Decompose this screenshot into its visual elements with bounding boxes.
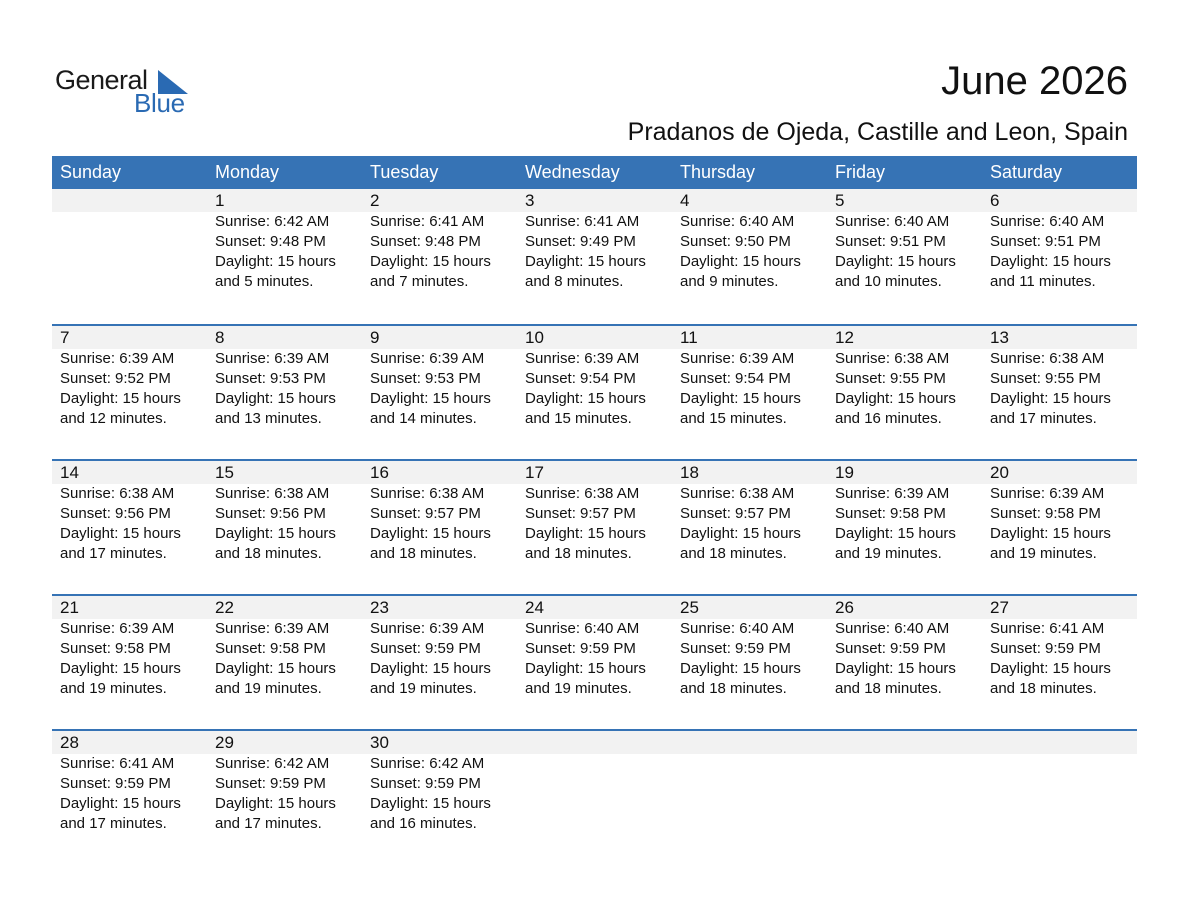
sunrise-time: Sunrise: 6:40 AM <box>990 213 1105 230</box>
sunrise-time: Sunrise: 6:38 AM <box>370 485 485 502</box>
daylight-hours: Daylight: 15 hours <box>215 795 336 812</box>
sunrise-time: Sunrise: 6:42 AM <box>370 755 485 772</box>
daylight-hours: Daylight: 15 hours <box>60 525 181 542</box>
daylight-hours: Daylight: 15 hours <box>525 525 646 542</box>
sunrise-time: Sunrise: 6:40 AM <box>680 620 795 637</box>
brand-logo <box>55 64 205 116</box>
day-number: 9 <box>370 328 380 347</box>
day-cell <box>52 326 207 459</box>
logo-text-general: General <box>55 65 148 95</box>
day-number: 23 <box>370 598 389 617</box>
day-number: 25 <box>680 598 699 617</box>
daylight-minutes: and 17 minutes. <box>990 410 1097 427</box>
day-number: 18 <box>680 463 699 482</box>
daylight-hours: Daylight: 15 hours <box>525 660 646 677</box>
sunrise-time: Sunrise: 6:39 AM <box>370 350 485 367</box>
day-number: 14 <box>60 463 79 482</box>
sunrise-time: Sunrise: 6:39 AM <box>370 620 485 637</box>
daylight-hours: Daylight: 15 hours <box>60 660 181 677</box>
sunset-time: Sunset: 9:49 PM <box>525 233 636 250</box>
day-cell <box>672 189 827 324</box>
daylight-hours: Daylight: 15 hours <box>215 390 336 407</box>
day-number: 13 <box>990 328 1009 347</box>
sunrise-time: Sunrise: 6:42 AM <box>215 755 330 772</box>
sunset-time: Sunset: 9:58 PM <box>835 505 946 522</box>
sunrise-time: Sunrise: 6:40 AM <box>835 620 950 637</box>
daylight-hours: Daylight: 15 hours <box>60 390 181 407</box>
daylight-minutes: and 18 minutes. <box>990 680 1097 697</box>
daylight-hours: Daylight: 15 hours <box>990 525 1111 542</box>
daylight-minutes: and 10 minutes. <box>835 273 942 290</box>
daylight-hours: Daylight: 15 hours <box>215 660 336 677</box>
daylight-minutes: and 19 minutes. <box>525 680 632 697</box>
daylight-minutes: and 19 minutes. <box>990 545 1097 562</box>
day-number: 4 <box>680 191 690 210</box>
sunset-time: Sunset: 9:59 PM <box>525 640 636 657</box>
daylight-hours: Daylight: 15 hours <box>370 253 491 270</box>
daylight-hours: Daylight: 15 hours <box>60 795 181 812</box>
sunset-time: Sunset: 9:56 PM <box>60 505 171 522</box>
daylight-minutes: and 7 minutes. <box>370 273 469 290</box>
daylight-hours: Daylight: 15 hours <box>835 253 956 270</box>
day-number: 8 <box>215 328 225 347</box>
day-number: 16 <box>370 463 389 482</box>
sunrise-time: Sunrise: 6:41 AM <box>60 755 175 772</box>
week-row <box>52 189 1137 324</box>
day-number: 19 <box>835 463 854 482</box>
daylight-minutes: and 18 minutes. <box>215 545 322 562</box>
daylight-hours: Daylight: 15 hours <box>525 390 646 407</box>
day-cell <box>207 731 362 864</box>
day-cell <box>362 326 517 459</box>
daylight-minutes: and 15 minutes. <box>680 410 787 427</box>
empty-day-cell <box>517 731 672 864</box>
daylight-hours: Daylight: 15 hours <box>370 660 491 677</box>
day-number: 29 <box>215 733 234 752</box>
day-cell <box>672 461 827 594</box>
weekday-sunday: Sunday <box>60 162 122 182</box>
day-number: 24 <box>525 598 544 617</box>
daylight-minutes: and 8 minutes. <box>525 273 624 290</box>
sunrise-time: Sunrise: 6:41 AM <box>525 213 640 230</box>
sunrise-time: Sunrise: 6:41 AM <box>370 213 485 230</box>
weekday-tuesday: Tuesday <box>370 162 439 182</box>
daylight-minutes: and 17 minutes. <box>215 815 322 832</box>
week-row <box>52 729 1137 864</box>
sunset-time: Sunset: 9:59 PM <box>370 640 481 657</box>
sunrise-time: Sunrise: 6:42 AM <box>215 213 330 230</box>
day-cell <box>517 461 672 594</box>
day-cell <box>207 596 362 729</box>
sunset-time: Sunset: 9:54 PM <box>525 370 636 387</box>
weekday-header <box>52 156 1137 189</box>
sunrise-time: Sunrise: 6:38 AM <box>60 485 175 502</box>
sunrise-time: Sunrise: 6:38 AM <box>990 350 1105 367</box>
empty-day-cell <box>982 731 1137 864</box>
day-cell <box>517 326 672 459</box>
daylight-minutes: and 14 minutes. <box>370 410 477 427</box>
weekday-friday: Friday <box>835 162 886 182</box>
sunset-time: Sunset: 9:48 PM <box>370 233 481 250</box>
daylight-hours: Daylight: 15 hours <box>835 660 956 677</box>
sunset-time: Sunset: 9:59 PM <box>680 640 791 657</box>
daylight-minutes: and 18 minutes. <box>680 680 787 697</box>
daylight-minutes: and 5 minutes. <box>215 273 314 290</box>
sunset-time: Sunset: 9:53 PM <box>215 370 326 387</box>
sunrise-time: Sunrise: 6:38 AM <box>525 485 640 502</box>
daylight-minutes: and 19 minutes. <box>60 680 167 697</box>
sunset-time: Sunset: 9:58 PM <box>215 640 326 657</box>
day-cell <box>827 326 982 459</box>
day-number: 26 <box>835 598 854 617</box>
location-subtitle: Pradanos de Ojeda, Castille and Leon, Spain <box>627 118 1128 146</box>
empty-day-cell <box>672 731 827 864</box>
sunset-time: Sunset: 9:51 PM <box>835 233 946 250</box>
sunset-time: Sunset: 9:52 PM <box>60 370 171 387</box>
daylight-hours: Daylight: 15 hours <box>835 525 956 542</box>
sunset-time: Sunset: 9:59 PM <box>835 640 946 657</box>
page-title: June 2026 <box>941 59 1128 103</box>
sunset-time: Sunset: 9:51 PM <box>990 233 1101 250</box>
sunrise-time: Sunrise: 6:39 AM <box>215 620 330 637</box>
sunrise-time: Sunrise: 6:38 AM <box>835 350 950 367</box>
day-number: 30 <box>370 733 389 752</box>
sunrise-time: Sunrise: 6:38 AM <box>680 485 795 502</box>
sunset-time: Sunset: 9:55 PM <box>835 370 946 387</box>
day-number: 21 <box>60 598 79 617</box>
daylight-hours: Daylight: 15 hours <box>370 390 491 407</box>
day-cell <box>52 596 207 729</box>
day-cell <box>672 596 827 729</box>
daylight-minutes: and 18 minutes. <box>680 545 787 562</box>
day-number: 20 <box>990 463 1009 482</box>
empty-day-cell <box>52 189 207 324</box>
day-cell <box>517 189 672 324</box>
daylight-hours: Daylight: 15 hours <box>680 525 801 542</box>
sunrise-time: Sunrise: 6:41 AM <box>990 620 1105 637</box>
sunrise-time: Sunrise: 6:40 AM <box>835 213 950 230</box>
daylight-hours: Daylight: 15 hours <box>215 525 336 542</box>
sunset-time: Sunset: 9:59 PM <box>60 775 171 792</box>
day-number: 22 <box>215 598 234 617</box>
day-number: 17 <box>525 463 544 482</box>
daylight-minutes: and 17 minutes. <box>60 545 167 562</box>
day-cell <box>52 731 207 864</box>
daylight-minutes: and 9 minutes. <box>680 273 779 290</box>
day-cell <box>982 596 1137 729</box>
daylight-hours: Daylight: 15 hours <box>680 660 801 677</box>
day-number: 6 <box>990 191 1000 210</box>
sunset-time: Sunset: 9:58 PM <box>60 640 171 657</box>
sunset-time: Sunset: 9:57 PM <box>370 505 481 522</box>
day-cell <box>982 326 1137 459</box>
day-cell <box>207 326 362 459</box>
sunset-time: Sunset: 9:58 PM <box>990 505 1101 522</box>
sunset-time: Sunset: 9:57 PM <box>680 505 791 522</box>
daylight-hours: Daylight: 15 hours <box>990 253 1111 270</box>
daylight-minutes: and 15 minutes. <box>525 410 632 427</box>
daylight-minutes: and 18 minutes. <box>525 545 632 562</box>
day-number: 1 <box>215 191 225 210</box>
day-cell <box>362 461 517 594</box>
day-number: 11 <box>680 328 698 347</box>
calendar-weeks <box>52 189 1137 864</box>
daylight-minutes: and 12 minutes. <box>60 410 167 427</box>
logo-text-blue: Blue <box>134 88 185 118</box>
sunset-time: Sunset: 9:55 PM <box>990 370 1101 387</box>
sunset-time: Sunset: 9:57 PM <box>525 505 636 522</box>
day-cell <box>207 189 362 324</box>
sunrise-time: Sunrise: 6:39 AM <box>990 485 1105 502</box>
sunset-time: Sunset: 9:59 PM <box>370 775 481 792</box>
sunrise-time: Sunrise: 6:39 AM <box>835 485 950 502</box>
daylight-hours: Daylight: 15 hours <box>990 390 1111 407</box>
sunset-time: Sunset: 9:50 PM <box>680 233 791 250</box>
sunrise-time: Sunrise: 6:39 AM <box>60 620 175 637</box>
day-cell <box>827 189 982 324</box>
day-number: 3 <box>525 191 535 210</box>
day-cell <box>982 461 1137 594</box>
day-number: 27 <box>990 598 1009 617</box>
day-number: 7 <box>60 328 70 347</box>
sunset-time: Sunset: 9:53 PM <box>370 370 481 387</box>
sunrise-time: Sunrise: 6:39 AM <box>60 350 175 367</box>
day-cell <box>362 731 517 864</box>
sunrise-time: Sunrise: 6:39 AM <box>525 350 640 367</box>
day-number: 2 <box>370 191 380 210</box>
sunrise-time: Sunrise: 6:40 AM <box>525 620 640 637</box>
day-cell <box>672 326 827 459</box>
sunset-time: Sunset: 9:54 PM <box>680 370 791 387</box>
daylight-hours: Daylight: 15 hours <box>215 253 336 270</box>
day-cell <box>52 461 207 594</box>
sunset-time: Sunset: 9:59 PM <box>990 640 1101 657</box>
daylight-minutes: and 19 minutes. <box>370 680 477 697</box>
sunrise-time: Sunrise: 6:38 AM <box>215 485 330 502</box>
daylight-hours: Daylight: 15 hours <box>835 390 956 407</box>
daylight-minutes: and 18 minutes. <box>370 545 477 562</box>
weekday-saturday: Saturday <box>990 162 1063 182</box>
sunset-time: Sunset: 9:48 PM <box>215 233 326 250</box>
day-cell <box>827 596 982 729</box>
daylight-hours: Daylight: 15 hours <box>680 390 801 407</box>
daylight-minutes: and 17 minutes. <box>60 815 167 832</box>
day-number: 28 <box>60 733 79 752</box>
sunrise-time: Sunrise: 6:39 AM <box>215 350 330 367</box>
daylight-minutes: and 19 minutes. <box>215 680 322 697</box>
daylight-hours: Daylight: 15 hours <box>990 660 1111 677</box>
day-cell <box>827 461 982 594</box>
day-cell <box>362 596 517 729</box>
daylight-minutes: and 13 minutes. <box>215 410 322 427</box>
sunrise-time: Sunrise: 6:39 AM <box>680 350 795 367</box>
day-number: 12 <box>835 328 854 347</box>
sunset-time: Sunset: 9:56 PM <box>215 505 326 522</box>
day-cell <box>517 596 672 729</box>
empty-day-cell <box>827 731 982 864</box>
week-row <box>52 324 1137 459</box>
daylight-hours: Daylight: 15 hours <box>370 525 491 542</box>
day-cell <box>362 189 517 324</box>
daylight-minutes: and 11 minutes. <box>990 273 1096 290</box>
daylight-hours: Daylight: 15 hours <box>370 795 491 812</box>
day-number: 15 <box>215 463 234 482</box>
daylight-hours: Daylight: 15 hours <box>525 253 646 270</box>
daylight-hours: Daylight: 15 hours <box>680 253 801 270</box>
daylight-minutes: and 16 minutes. <box>835 410 942 427</box>
daylight-minutes: and 19 minutes. <box>835 545 942 562</box>
sunrise-time: Sunrise: 6:40 AM <box>680 213 795 230</box>
day-cell <box>207 461 362 594</box>
day-number: 5 <box>835 191 845 210</box>
sunset-time: Sunset: 9:59 PM <box>215 775 326 792</box>
day-cell <box>982 189 1137 324</box>
day-number: 10 <box>525 328 544 347</box>
daylight-minutes: and 18 minutes. <box>835 680 942 697</box>
weekday-thursday: Thursday <box>680 162 756 182</box>
calendar-grid <box>52 156 1137 864</box>
daylight-minutes: and 16 minutes. <box>370 815 477 832</box>
week-row <box>52 459 1137 594</box>
week-row <box>52 594 1137 729</box>
weekday-wednesday: Wednesday <box>525 162 620 182</box>
weekday-monday: Monday <box>215 162 280 182</box>
